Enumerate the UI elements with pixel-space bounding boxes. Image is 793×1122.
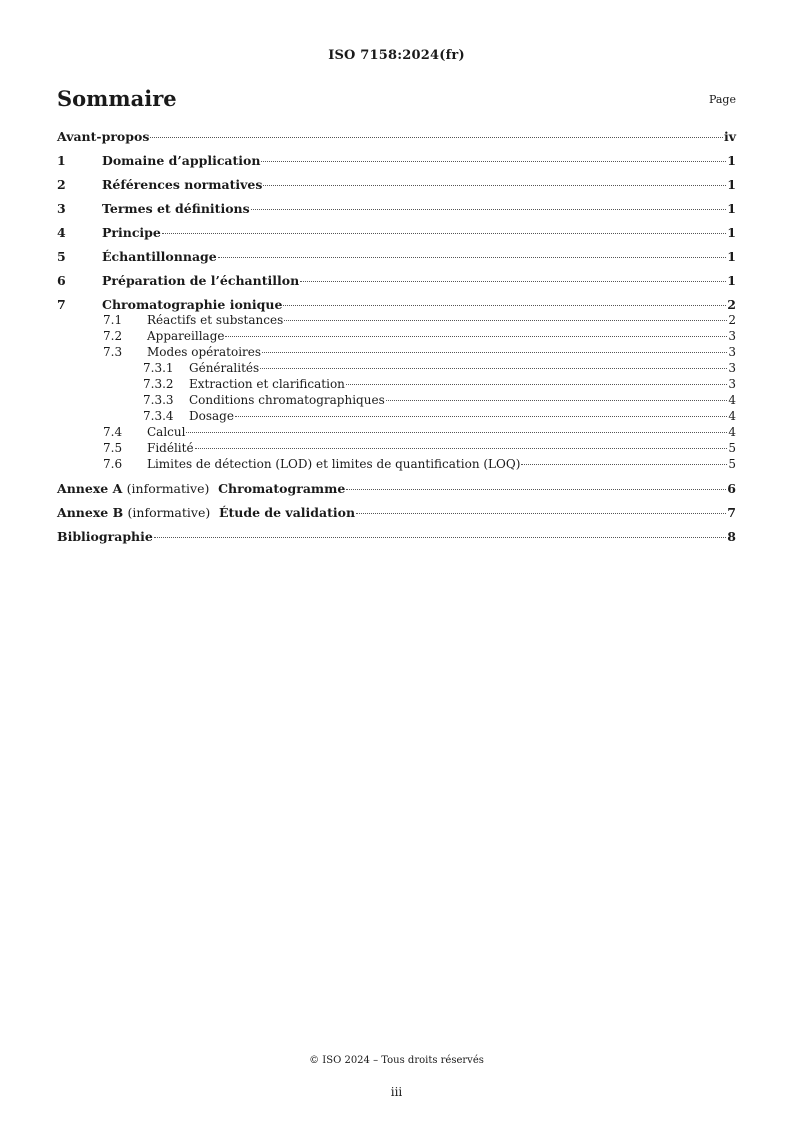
toc-page: 1 [727,153,736,168]
toc-page: 6 [727,481,736,496]
dot-leader [386,400,728,401]
dot-leader [346,489,726,490]
dot-leader [154,537,726,538]
toc-label: Limites de détection (LOD) et limites de quantification (LOQ) [147,457,521,471]
toc-entry-avant-propos[interactable] [57,129,736,145]
toc-number: 7.1 [103,313,123,327]
toc-page: 1 [727,225,736,240]
toc-page: 3 [728,329,736,343]
toc-annex-prefix: Annexe A [57,481,123,496]
toc-number: 7.6 [103,457,123,471]
toc-page: 1 [727,249,736,264]
toc-number: 7.2 [103,329,123,343]
toc-number: 6 [57,273,66,288]
toc-entry-7-5[interactable] [57,441,736,457]
toc-entry-5[interactable] [57,249,736,265]
toc-annex-qualifier: (informative) [126,481,210,496]
toc-entry-7-3-3[interactable] [57,393,736,409]
toc-label: Fidélité [147,441,194,455]
toc-number: 7.5 [103,441,123,455]
toc-entry-7-4[interactable] [57,425,736,441]
toc-page: 4 [728,393,736,407]
dot-leader [235,416,727,417]
page-title: Sommaire [57,86,177,111]
dot-leader [225,336,727,337]
dot-leader [521,464,727,465]
toc-page: 1 [727,273,736,288]
toc-label: Conditions chromatographiques [189,393,385,407]
toc-label: Étude de validation [218,505,356,520]
toc-entry-7-3-2[interactable] [57,377,736,393]
toc-number: 7.4 [103,425,123,439]
toc-label: Préparation de l’échantillon [102,273,300,288]
toc-label: Appareillage [147,329,225,343]
toc-entry-annexe-a[interactable] [57,481,736,497]
toc-label: Extraction et clarification [189,377,345,391]
toc-page: 5 [728,457,736,471]
toc-label: Chromatogramme [218,481,346,496]
dot-leader [186,432,727,433]
toc-number: 5 [57,249,66,264]
copyright-footer: © ISO 2024 – Tous droits réservés [309,1055,484,1066]
toc-number: 7 [57,297,66,312]
dot-leader [261,161,726,162]
toc-entry-7-2[interactable] [57,329,736,345]
toc-page: 4 [728,425,736,439]
toc-entry-4[interactable] [57,225,736,241]
toc-entry-7-1[interactable] [57,313,736,329]
toc-number: 7.3.1 [143,361,174,375]
dot-leader [162,233,726,234]
toc-label: Domaine d’application [102,153,261,168]
toc-entry-7-6[interactable] [57,457,736,473]
toc-annex-prefix: Annexe B [57,505,124,520]
toc-page: 1 [727,177,736,192]
dot-leader [218,257,727,258]
toc-label: Termes et définitions [102,201,250,216]
dot-leader [300,281,726,282]
dot-leader [284,320,727,321]
toc-number: 7.3 [103,345,123,359]
toc-entry-annexe-b[interactable] [57,505,736,521]
dot-leader [346,384,727,385]
toc-page: 4 [728,409,736,423]
toc-page: 7 [727,505,736,520]
toc-entry-3[interactable] [57,201,736,217]
toc-label: Échantillonnage [102,249,217,264]
toc-page: 3 [728,377,736,391]
toc-page: 2 [728,313,736,327]
toc-page: 5 [728,441,736,455]
toc-page: 3 [728,361,736,375]
toc-entry-7-3-1[interactable] [57,361,736,377]
toc-label: Généralités [189,361,260,375]
dot-leader [283,305,726,306]
toc-label: Références normatives [102,177,263,192]
dot-leader [260,368,727,369]
toc-page: 3 [728,345,736,359]
toc-annex-qualifier: (informative) [127,505,211,520]
dot-leader [251,209,727,210]
toc-label: Calcul [147,425,186,439]
toc-entry-6[interactable] [57,273,736,289]
toc-number: 7.3.4 [143,409,174,423]
dot-leader [263,185,726,186]
dot-leader [262,352,727,353]
toc-number: 2 [57,177,66,192]
toc-number: 3 [57,201,66,216]
toc-entry-bibliographie[interactable] [57,529,736,545]
toc-label: Chromatographie ionique [102,297,283,312]
toc-label: Bibliographie [57,529,153,544]
page-number: iii [390,1085,403,1099]
toc-entry-7[interactable] [57,297,736,313]
toc-label: Dosage [189,409,234,423]
toc-number: 4 [57,225,66,240]
toc-entry-7-3-4[interactable] [57,409,736,425]
toc-page: 1 [727,201,736,216]
dot-leader [150,137,723,138]
toc-entry-2[interactable] [57,177,736,193]
dot-leader [356,513,726,514]
page-column-label: Page [708,93,736,106]
dot-leader [195,448,728,449]
toc-page: iv [723,129,736,144]
title-row [57,86,736,114]
toc-entry-1[interactable] [57,153,736,169]
toc-number: 7.3.3 [143,393,174,407]
document-id-header: ISO 7158:2024(fr) [328,48,465,63]
toc-label: Réactifs et substances [147,313,284,327]
toc-label: Avant-propos [57,129,150,144]
toc-label: Modes opératoires [147,345,262,359]
toc-entry-7-3[interactable] [57,345,736,361]
toc-number: 7.3.2 [143,377,174,391]
toc-page: 2 [727,297,736,312]
toc-label: Principe [102,225,161,240]
toc-page: 8 [727,529,736,544]
toc-number: 1 [57,153,66,168]
